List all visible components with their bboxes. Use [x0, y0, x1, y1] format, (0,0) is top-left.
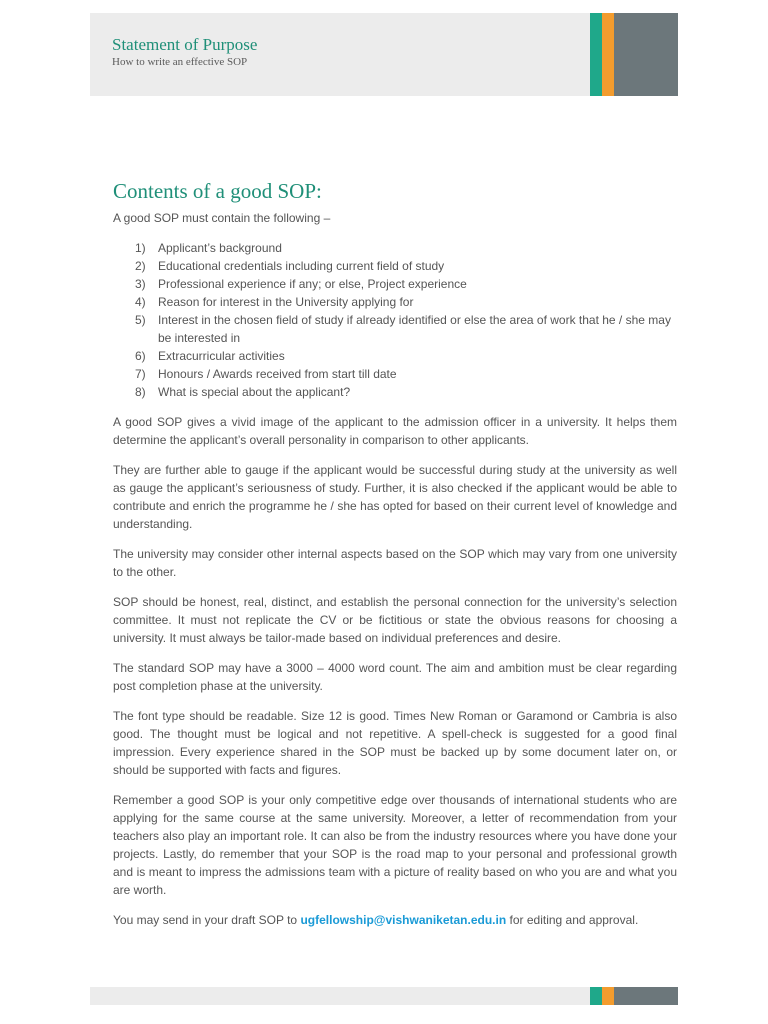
paragraph: A good SOP gives a vivid image of the applicant to the admission officer in a university. It helps them determine the applicant’s overall personality in comparison to other applicants. — [113, 415, 677, 447]
list-item-text: Extracurricular activities — [158, 349, 285, 363]
list-item-text: Honours / Awards received from start till date — [158, 367, 397, 381]
contents-list — [113, 239, 677, 401]
paragraph: The standard SOP may have a 3000 – 4000 word count. The aim and ambition must be clear regarding post completion phase at the university. — [113, 661, 677, 693]
list-number: 4) — [135, 295, 146, 309]
list-item-text: Applicant’s background — [158, 241, 282, 255]
list-number: 1) — [135, 241, 146, 255]
closing-text-after: for editing and approval. — [506, 913, 639, 927]
header-stripe-teal — [590, 13, 602, 96]
list-item-text: Educational credentials including current field of study — [158, 259, 445, 273]
list-item — [113, 239, 677, 257]
list-item — [113, 311, 677, 347]
list-item-text: Interest in the chosen field of study if already identified or else the area of work that he / she may be interested in — [158, 313, 671, 345]
closing-text-before: You may send in your draft SOP to — [113, 913, 301, 927]
paragraph: The university may consider other internal aspects based on the SOP which may vary from one university to the other. — [113, 547, 677, 579]
list-item — [113, 293, 677, 311]
list-item — [113, 365, 677, 383]
list-item — [113, 275, 677, 293]
header-title: Statement of Purpose — [112, 35, 258, 54]
intro-text: A good SOP must contain the following – — [113, 211, 331, 225]
footer-stripe-teal — [590, 987, 602, 1005]
list-item — [113, 347, 677, 365]
paragraph: SOP should be honest, real, distinct, and establish the personal connection for the university’s selection committee. It must not replicate the CV or be fictitious or state the obvious reasons for choosing a university. It must always be tailor-made based on individual preferences and desire. — [113, 595, 677, 645]
paragraph: Remember a good SOP is your only competitive edge over thousands of international students who are applying for the same course at the same university. Moreover, a letter of recommendation from your teachers also play an important role. It can also be from the industry resources where you have done your projects. Lastly, do remember that your SOP is the road map to your personal and professional growth and is meant to impress the admissions team with a picture of reality based on who you are and what you are worth. — [113, 793, 677, 897]
closing-line — [113, 911, 677, 929]
list-number: 7) — [135, 367, 146, 381]
list-number: 5) — [135, 313, 146, 327]
footer-stripe-gray — [614, 987, 678, 1005]
section-heading: Contents of a good SOP: — [113, 179, 322, 203]
list-item-text: What is special about the applicant? — [158, 385, 351, 399]
list-number: 8) — [135, 385, 146, 399]
email-link[interactable]: ugfellowship@vishwaniketan.edu.in — [300, 913, 507, 927]
list-item-text: Professional experience if any; or else, Project experience — [158, 277, 467, 291]
list-item — [113, 257, 677, 275]
list-item-text: Reason for interest in the University applying for — [158, 295, 414, 309]
page-header — [90, 13, 678, 96]
list-item — [113, 383, 677, 401]
paragraph: The font type should be readable. Size 12 is good. Times New Roman or Garamond or Cambria is also good. The thought must be logical and not repetitive. A spell-check is suggested for a good final impression. Every experience shared in the SOP must be backed up by some document later on, or should be supported with facts and figures. — [113, 709, 677, 777]
list-number: 3) — [135, 277, 146, 291]
header-stripe-orange — [602, 13, 614, 96]
document-body — [113, 178, 677, 929]
page-footer — [90, 987, 678, 1005]
header-stripe-gray — [614, 13, 678, 96]
list-number: 2) — [135, 259, 146, 273]
paragraph: They are further able to gauge if the applicant would be successful during study at the university as well as gauge the applicant’s seriousness of study. Further, it is also checked if the applicant would be able to contribute and enrich the programme he / she has opted for based on their current level of knowledge and understanding. — [113, 463, 677, 531]
footer-stripe-orange — [602, 987, 614, 1005]
list-number: 6) — [135, 349, 146, 363]
header-subtitle: How to write an effective SOP — [112, 56, 248, 68]
